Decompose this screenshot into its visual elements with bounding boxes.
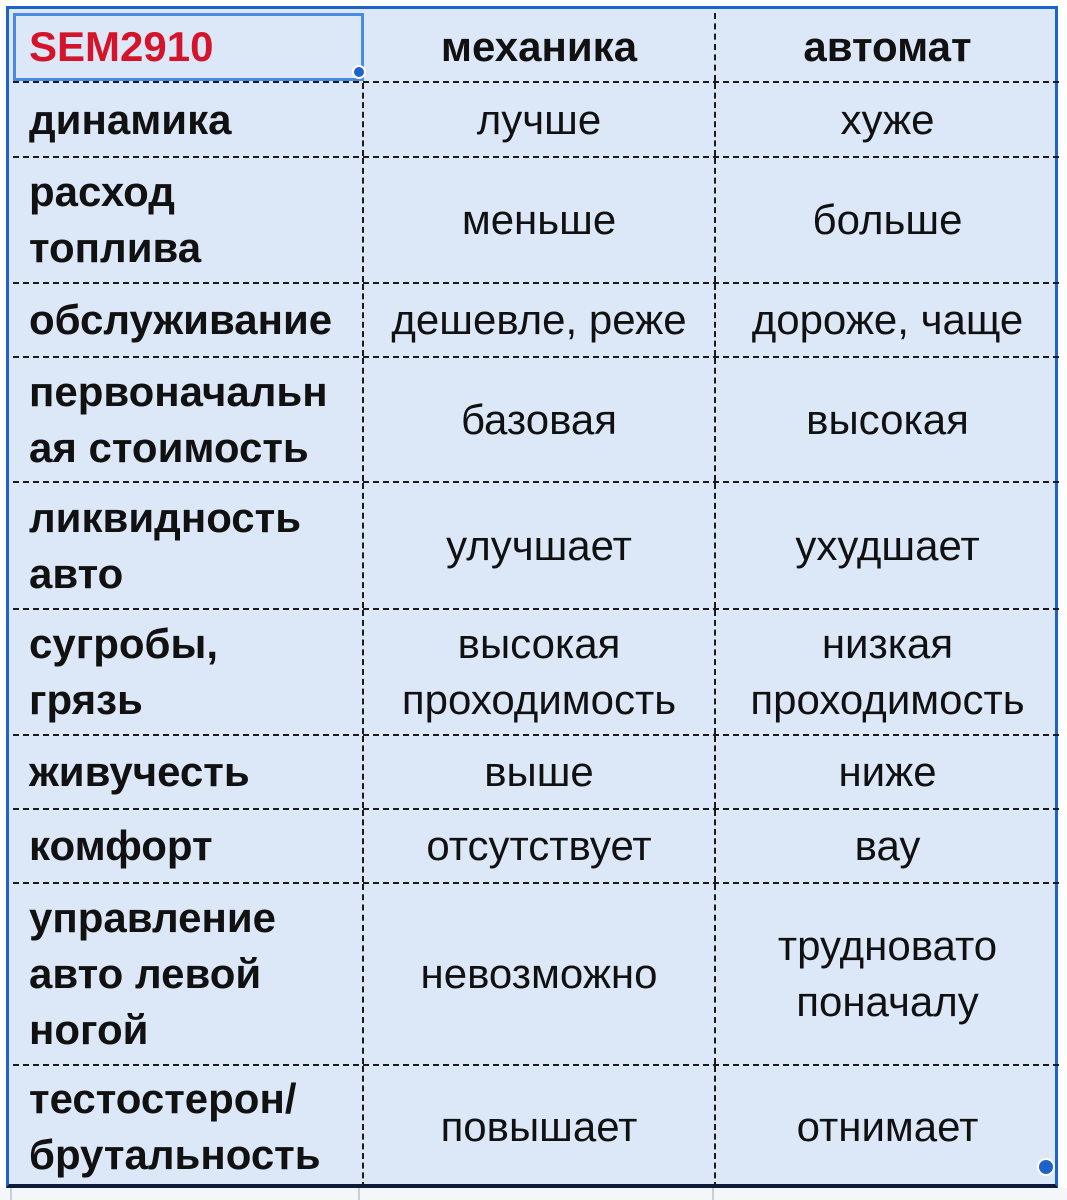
manual-cell[interactable] — [364, 736, 716, 808]
row-label-cell[interactable] — [13, 810, 364, 882]
table-row — [13, 284, 1059, 358]
row-label: расход топлива — [29, 168, 202, 271]
row-label: динамика — [29, 95, 232, 143]
automatic-cell[interactable] — [716, 284, 1059, 356]
manual-value: базовая — [460, 395, 618, 443]
manual-cell[interactable] — [364, 810, 716, 882]
automatic-value: отнимает — [796, 1103, 979, 1150]
table-grid — [13, 13, 1059, 1190]
row-label: первоначальн ая стоимость — [29, 367, 328, 471]
fill-handle[interactable] — [352, 65, 366, 79]
column-header-automatic[interactable] — [716, 13, 1059, 81]
table-row — [13, 810, 1059, 884]
manual-value: меньше — [461, 196, 617, 243]
automatic-cell[interactable] — [716, 1066, 1059, 1188]
automatic-cell[interactable] — [716, 884, 1059, 1064]
column-header-manual-label: механика — [440, 23, 638, 70]
manual-cell[interactable] — [364, 358, 716, 481]
manual-cell[interactable] — [364, 610, 716, 734]
manual-value: отсутствует — [426, 822, 652, 869]
manual-cell[interactable] — [364, 284, 716, 356]
row-label-cell[interactable] — [13, 483, 364, 608]
row-label-cell[interactable] — [13, 1066, 364, 1188]
automatic-value: вау — [854, 822, 921, 869]
row-label-cell[interactable] — [13, 884, 364, 1064]
table-row — [13, 1066, 1059, 1190]
gridline-tick — [10, 1188, 12, 1200]
corner-label: SEM2910 — [29, 23, 214, 70]
corner-cell[interactable] — [13, 13, 364, 81]
row-label-cell[interactable] — [13, 358, 364, 481]
spreadsheet-table — [6, 6, 1058, 1188]
automatic-value: дороже, чаще — [751, 296, 1024, 343]
automatic-value: высокая — [806, 395, 969, 443]
table-row — [13, 358, 1059, 483]
row-label: тестостерон/ брутальность — [29, 1075, 321, 1178]
manual-value: выше — [484, 748, 594, 795]
automatic-value: больше — [812, 196, 963, 243]
manual-value: невозможно — [420, 950, 658, 997]
gridline-tick — [358, 1188, 360, 1200]
manual-cell[interactable] — [364, 83, 716, 156]
spreadsheet-bottom-gutter — [0, 1188, 1067, 1200]
automatic-value: ухудшает — [795, 521, 980, 569]
automatic-value: хуже — [840, 95, 935, 143]
manual-value: повышает — [440, 1103, 638, 1150]
manual-value: лучше — [476, 95, 602, 143]
row-label: сугробы, грязь — [29, 620, 218, 723]
table-row — [13, 483, 1059, 610]
table-row — [13, 884, 1059, 1066]
automatic-value: низкая проходимость — [750, 620, 1025, 723]
manual-cell[interactable] — [364, 483, 716, 608]
row-label-cell[interactable] — [13, 736, 364, 808]
header-row — [13, 13, 1059, 83]
automatic-cell[interactable] — [716, 736, 1059, 808]
automatic-value: трудновато поначалу — [777, 922, 998, 1025]
row-label-cell[interactable] — [13, 610, 364, 734]
gridline-tick — [712, 1188, 714, 1200]
automatic-cell[interactable] — [716, 158, 1059, 282]
automatic-value: ниже — [838, 748, 937, 795]
manual-value: улучшает — [446, 521, 632, 569]
column-header-manual[interactable] — [364, 13, 716, 81]
table-row — [13, 158, 1059, 284]
manual-cell[interactable] — [364, 158, 716, 282]
row-label: управление авто левой ногой — [29, 894, 277, 1053]
automatic-cell[interactable] — [716, 810, 1059, 882]
table-row — [13, 736, 1059, 810]
row-label: обслуживание — [29, 296, 333, 343]
row-label-cell[interactable] — [13, 284, 364, 356]
manual-cell[interactable] — [364, 1066, 716, 1188]
table-row — [13, 610, 1059, 736]
selection-resize-handle[interactable] — [1037, 1158, 1055, 1176]
row-label: живучесть — [29, 748, 250, 795]
row-label-cell[interactable] — [13, 83, 364, 156]
manual-value: высокая проходимость — [401, 620, 677, 723]
row-label: ликвидность авто — [29, 493, 302, 597]
automatic-cell[interactable] — [716, 610, 1059, 734]
manual-value: дешевле, реже — [391, 296, 687, 343]
column-header-automatic-label: автомат — [803, 23, 972, 70]
table-row — [13, 83, 1059, 158]
automatic-cell[interactable] — [716, 358, 1059, 481]
row-label: комфорт — [29, 822, 213, 869]
row-label-cell[interactable] — [13, 158, 364, 282]
automatic-cell[interactable] — [716, 83, 1059, 156]
automatic-cell[interactable] — [716, 483, 1059, 608]
manual-cell[interactable] — [364, 884, 716, 1064]
